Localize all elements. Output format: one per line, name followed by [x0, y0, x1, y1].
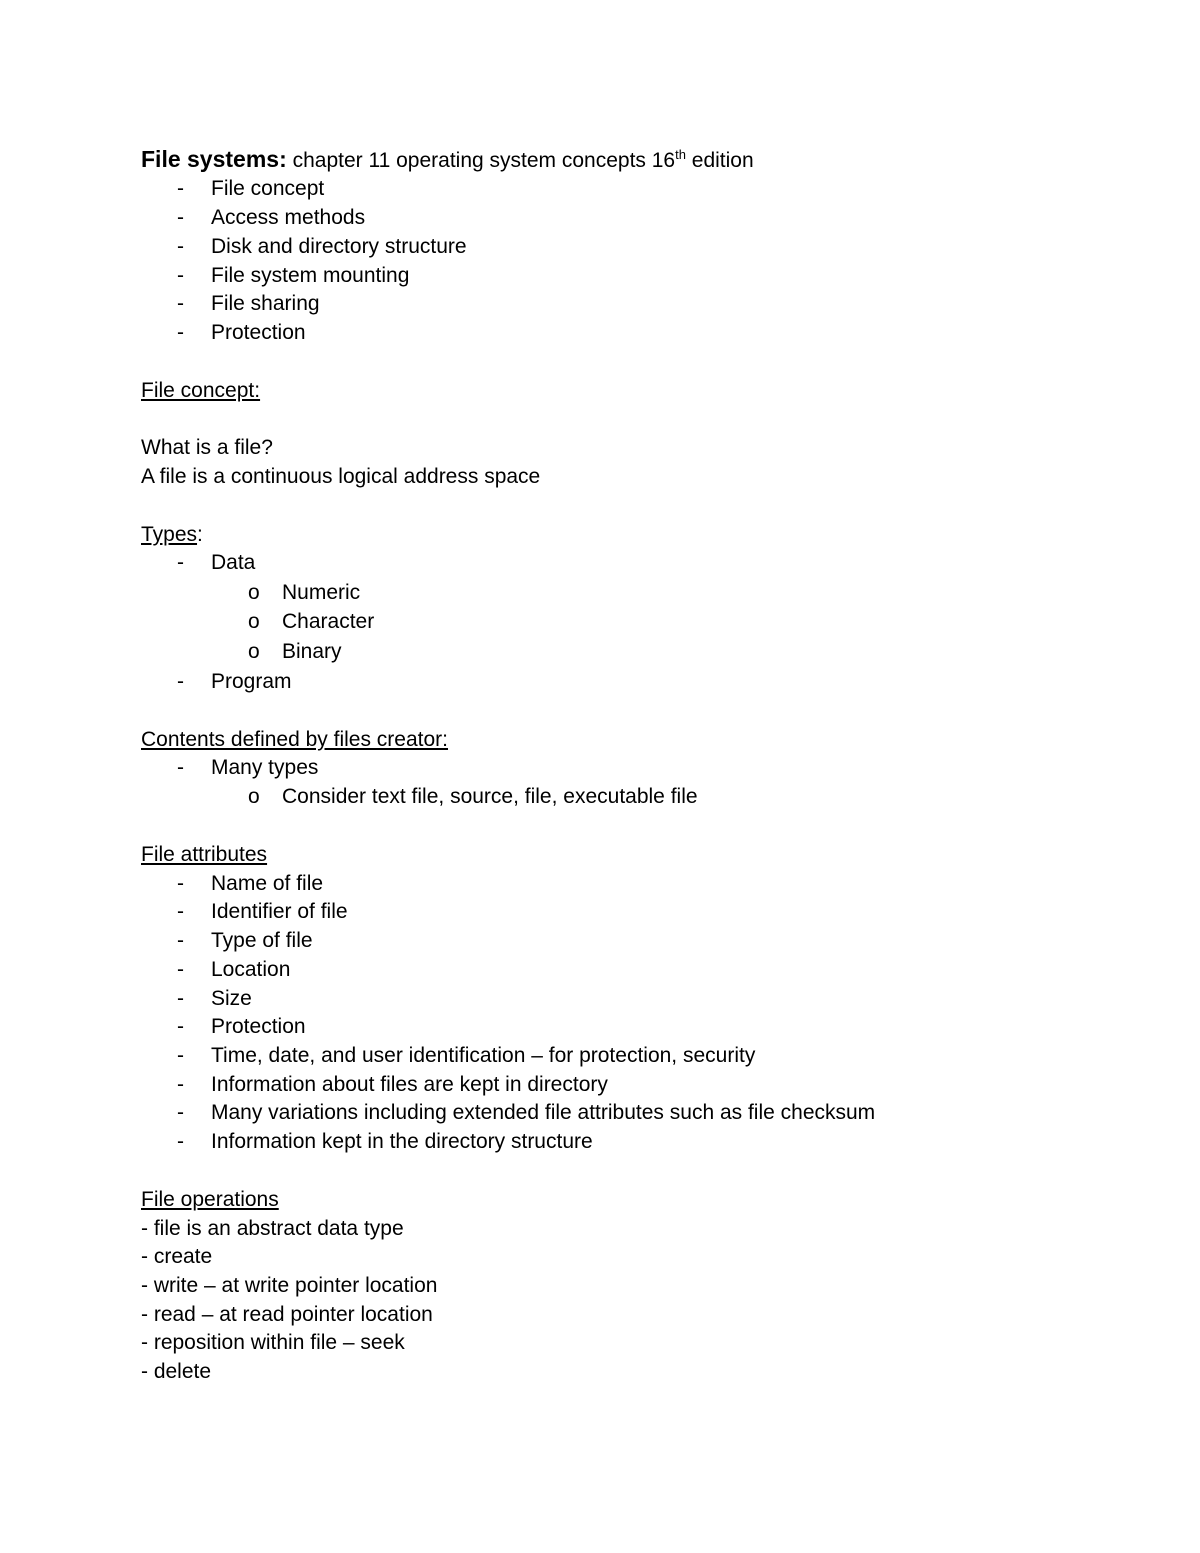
file-question: What is a file?: [141, 436, 273, 459]
dash-bullet: -: [177, 987, 184, 1010]
list-item: - delete: [141, 1360, 212, 1383]
section-heading-types: [141, 521, 203, 549]
dash-bullet: -: [177, 235, 184, 258]
dash-bullet: -: [177, 177, 184, 200]
dash-bullet: -: [177, 1073, 184, 1096]
dash-bullet: -: [177, 756, 184, 779]
dash-bullet: -: [177, 321, 184, 344]
dash-bullet: -: [177, 1130, 184, 1153]
list-item: - write – at write pointer location: [141, 1274, 438, 1297]
section-heading-contents: Contents defined by files creator:: [141, 728, 449, 751]
dash-bullet: -: [177, 670, 184, 693]
dash-bullet: -: [177, 958, 184, 981]
list-item: File concept: [211, 177, 325, 200]
list-item: - reposition within file – seek: [141, 1331, 405, 1354]
dash-bullet: -: [177, 264, 184, 287]
list-item: File sharing: [211, 292, 320, 315]
circle-bullet: o: [248, 640, 260, 663]
list-item: Information about files are kept in directory: [211, 1073, 608, 1096]
list-item: Data: [211, 551, 256, 574]
file-definition: A file is a continuous logical address space: [141, 465, 541, 488]
list-item: File system mounting: [211, 264, 410, 287]
dash-bullet: -: [177, 929, 184, 952]
list-item: Access methods: [211, 206, 366, 229]
dash-bullet: -: [177, 900, 184, 923]
list-item: Program: [211, 670, 292, 693]
list-item: - file is an abstract data type: [141, 1217, 404, 1240]
list-item: Time, date, and user identification – for protection, security: [211, 1044, 756, 1067]
section-heading-operations: File operations: [141, 1188, 279, 1211]
dash-bullet: -: [177, 292, 184, 315]
list-item: Protection: [211, 321, 306, 344]
section-heading-attributes: File attributes: [141, 843, 268, 866]
circle-bullet: o: [248, 785, 260, 808]
list-item: Protection: [211, 1015, 306, 1038]
types-colon: :: [197, 523, 203, 546]
sub-list-item: Character: [282, 610, 375, 633]
list-item: Disk and directory structure: [211, 235, 467, 258]
list-item: - create: [141, 1245, 213, 1268]
types-heading-text: Types: [141, 523, 198, 546]
title-bold: File systems:: [141, 146, 287, 172]
dash-bullet: -: [177, 206, 184, 229]
list-item: Information kept in the directory structure: [211, 1130, 593, 1153]
list-item: Many variations including extended file attributes such as file checksum: [211, 1101, 876, 1124]
circle-bullet: o: [248, 610, 260, 633]
list-item: Location: [211, 958, 291, 981]
title-end: edition: [685, 149, 754, 172]
circle-bullet: o: [248, 581, 260, 604]
list-item: Type of file: [211, 929, 313, 952]
dash-bullet: -: [177, 1015, 184, 1038]
sub-list-item: Numeric: [282, 581, 361, 604]
page-title: [141, 145, 754, 175]
dash-bullet: -: [177, 1044, 184, 1067]
section-heading-file-concept: File concept:: [141, 379, 261, 402]
list-item: - read – at read pointer location: [141, 1303, 433, 1326]
list-item: Size: [211, 987, 252, 1010]
sub-list-item: Binary: [282, 640, 342, 663]
dash-bullet: -: [177, 1101, 184, 1124]
list-item: Identifier of file: [211, 900, 348, 923]
list-item: Name of file: [211, 872, 324, 895]
title-superscript: th: [675, 147, 686, 162]
sub-list-item: Consider text file, source, file, executable file: [282, 785, 698, 808]
list-item: Many types: [211, 756, 319, 779]
dash-bullet: -: [177, 551, 184, 574]
dash-bullet: -: [177, 872, 184, 895]
title-rest: chapter 11 operating system concepts 16: [292, 149, 676, 172]
